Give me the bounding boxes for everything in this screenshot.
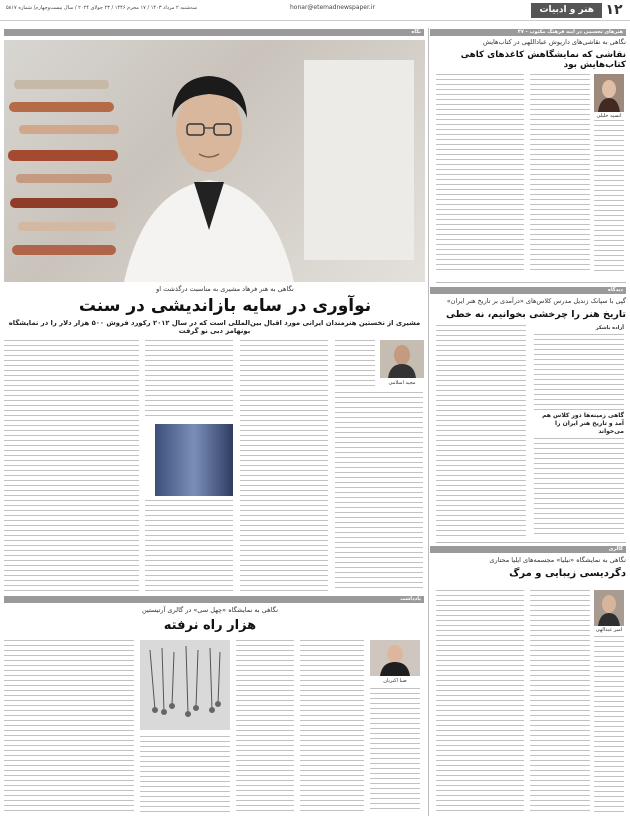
lower-kicker: نگاهی به نمایشگاه «چهل سی» در گالری آرتیستین <box>141 606 278 614</box>
installation-illustration <box>140 640 230 730</box>
column-strip-low: یادداشت <box>4 596 424 603</box>
right-body-col-2 <box>436 74 524 274</box>
main-body-col-2 <box>240 340 328 592</box>
right-author-illustration <box>594 74 624 112</box>
divider <box>436 282 626 283</box>
main-deck: مشیری از نخستین هنرمندان ایرانی مورد اقبال بین‌المللی است که در سال ۲۰۱۲ رکورد فروش ۵۰۰ هزار دلار را در نمایشگاه بونهامز دبی نو گرفت <box>8 319 421 335</box>
column-divider <box>428 28 429 816</box>
artwork-photo <box>155 424 233 496</box>
lower-body-col-2 <box>300 640 364 812</box>
gallery-headline: دگردیسی زیبایی و مرگ <box>509 568 626 579</box>
right-author-caption: انسیه خلیلی <box>596 113 622 119</box>
main-body-col-1a <box>335 340 375 388</box>
right-headline: نقاشی که نمایشگاهش کاغذهای کاهی کتاب‌هایش بود <box>460 50 626 70</box>
author-illustration <box>380 340 424 378</box>
author-caption: مجید اسلامی <box>388 380 416 386</box>
gallery-author-photo <box>594 590 624 626</box>
lower-author-photo <box>370 640 420 676</box>
right-body-col-1 <box>530 74 590 274</box>
page-header <box>0 0 630 21</box>
issue-date-line: سه‌شنبه ۲ مرداد ۱۴۰۳ / ۱۷ محرم ۱۴۴۶ / ۲۳ جولای ۲۰۲۴ / سال بیست‌وچهارم/ شماره ۵۸۱۷ <box>6 5 198 11</box>
series-strip: هنرهای تجسمی در آینه فرهنگ مکتوب - ۴۷ <box>430 29 626 36</box>
main-headline: نوآوری در سایه بازاندیشی در سنت <box>78 296 372 316</box>
interview-headline: تاریخ هنر را چرخشی بخوانیم، نه خطی <box>445 309 626 320</box>
main-body-col-1 <box>335 392 423 592</box>
lower-body-col-1 <box>370 688 420 812</box>
main-body-col-3a <box>145 340 233 420</box>
lower-body-col-5 <box>4 640 134 812</box>
interview-author: آزاده باشکر <box>595 325 624 331</box>
gallery-kicker: نگاهی به نمایشگاه «نیلیا» مجسمه‌های ایلیا محتاری <box>489 556 626 564</box>
lower-body-col-4 <box>140 736 230 812</box>
interview-body-col-1a <box>534 334 624 410</box>
gallery-body-col-1 <box>530 590 590 812</box>
gallery-strip: گالری <box>430 546 626 553</box>
section-email: honar@etemadnewspaper.ir <box>290 4 375 11</box>
right-kicker: نگاهی به نقاشی‌های داریوش عباداللهی در کتاب‌هایش <box>482 38 626 46</box>
main-photo <box>4 40 425 282</box>
interview-body-col-2 <box>436 325 526 538</box>
gallery-body-col-2 <box>436 590 524 812</box>
gallery-author-caption: امیر عبدالهی <box>595 627 623 633</box>
portrait-illustration <box>4 40 425 282</box>
section-label: هنر و ادبیات <box>531 3 602 18</box>
right-body-col-1b <box>594 120 624 274</box>
lower-author-caption: صبا اکبریان <box>383 678 407 684</box>
gallery-body-col-1b <box>594 636 624 812</box>
interview-pullquote: گاهی زمینه‌ها دور کلاس هم آمد و تاریخ هنر ایران را می‌خواند <box>542 412 624 435</box>
interview-body-col-1b <box>534 438 624 538</box>
divider <box>436 542 626 543</box>
lower-headline: هزار راه نرفته <box>163 618 257 633</box>
gallery-author-illustration <box>594 590 624 626</box>
interview-kicker: گپی با سپانک زندیل مدرس کلاس‌های «درآمدی بر تاریخ هنر ایران» <box>446 297 626 305</box>
installation-photo <box>140 640 230 730</box>
main-body-col-3b <box>145 500 233 592</box>
page-number: ۱۲ <box>605 2 623 18</box>
main-body-col-4 <box>4 340 139 592</box>
lower-author-illustration <box>370 640 420 676</box>
opinion-strip: دیدگاه <box>430 287 626 294</box>
portrait-figure <box>124 76 294 282</box>
lower-body-col-3 <box>236 640 294 812</box>
main-kicker: نگاهی به هنر فرهاد مشیری به مناسبت درگذشت او <box>156 285 294 293</box>
author-photo <box>380 340 424 378</box>
column-strip-top: نگاه <box>4 29 424 36</box>
right-author-photo <box>594 74 624 112</box>
